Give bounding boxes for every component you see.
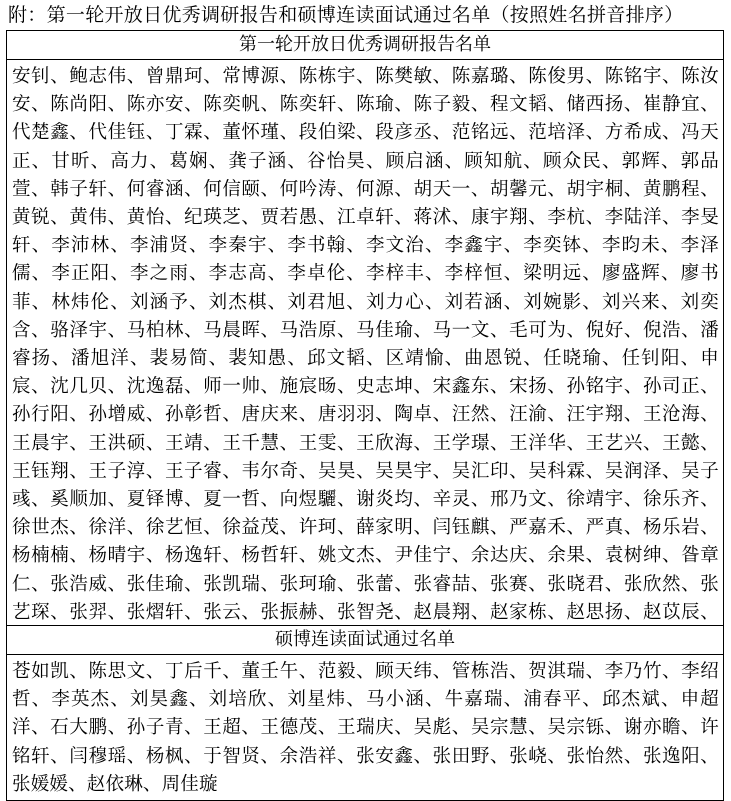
section-header-open-day: 第一轮开放日优秀调研报告名单 <box>7 31 723 60</box>
document-title: 附：第一轮开放日优秀调研报告和硕博连读面试通过名单（按照姓名拼音排序） <box>8 4 684 26</box>
section-header-phd: 硕博连读面试通过名单 <box>7 626 723 655</box>
name-list-phd: 苍如凯、陈思文、丁后千、董壬午、范毅、顾天纬、管栋浩、贺淇瑞、李乃竹、李绍哲、李英杰、刘昊鑫、刘培欣、刘星炜、马小涵、牛嘉瑞、浦春平、邱杰斌、申超洋、石大鹏、孙子青、王超、王德茂、王瑞庆、吴彪、吴宗慧、吴宗铄、谢亦瞻、许铭轩、闫穆瑶、杨枫、于智贤、余浩祥、张安鑫、张田野、张峣、张怡然、张逸阳、张媛媛、赵依琳、周佳璇 <box>12 661 719 795</box>
name-list-open-day: 安钊、鲍志伟、曾鼎珂、常博源、陈栋宇、陈樊敏、陈嘉璐、陈俊男、陈铭宇、陈汝安、陈尚阳、陈亦安、陈奕帆、陈奕轩、陈瑜、陈子毅、程文韬、储西扬、崔静宜、代楚鑫、代佳钰、丁霖、董怀瑾、段伯梁、段彦丞、范铭远、范培泽、方希成、冯天正、甘昕、高力、葛娴、龚子涵、谷怡昊、顾启涵、顾知航、顾众民、郭辉、郭品萱、韩子轩、何睿涵、何信颐、何吟涛、何源、胡天一、胡馨元、胡宇桐、黄鹏程、黄锐、黄伟、黄怡、纪瑛芝、贾若愚、江卓轩、蒋沭、康宇翔、李杭、李陆洋、李旻轩、李沛林、李浦贤、李秦宇、李书翰、李文治、李鑫宇、李奕钵、李昀未、李泽儒、李正阳、李之雨、李志高、李卓伦、李梓丰、李梓恒、梁明远、廖盛辉、廖书菲、林炜伦、刘涵予、刘杰棋、刘君旭、刘力心、刘若涵、刘婉影、刘兴来、刘奕含、骆泽宇、马柏林、马晨晖、马浩原、马佳瑜、马一文、毛可为、倪好、倪浩、潘睿扬、潘旭洋、裴易简、裴知愚、邱文韬、区靖愉、曲恩锐、任晓瑜、任钊阳、申宸、沈几贝、沈逸磊、师一帅、施宸旸、史志坤、宋鑫东、宋扬、孙铭宇、孙司正、孙行阳、孙增威、孙彰哲、唐庆来、唐羽羽、陶卓、汪然、汪渝、汪宇翔、王沧海、王晨宇、王洪硕、王靖、王千慧、王雯、王欣海、王学璟、王洋华、王艺兴、王懿、王钰翔、王子淳、王子睿、韦尔奇、吴昊、吴昊宇、吴汇印、吴科霖、吴润泽、吴子彧、奚顺加、夏铎博、夏一哲、向煜驪、谢炎均、辛灵、邢乃文、徐靖宇、徐乐齐、徐世杰、徐洋、徐艺恒、徐益茂、许珂、薛家明、闫钰麒、严嘉禾、严真、杨乐岩、杨楠楠、杨晴宇、杨逸轩、杨哲轩、姚文杰、尹佳宁、余达庆、余果、袁树绅、昝章仁、张浩威、张佳瑜、张凯瑞、张珂瑜、张蕾、张睿喆、张赛、张晓君、张欣然、张艺琛、张羿、张熠轩、张云、张振赫、张智尧、赵晨翔、赵家栋、赵思扬、赵苡辰、 <box>7 60 723 626</box>
name-list-table <box>6 30 724 801</box>
